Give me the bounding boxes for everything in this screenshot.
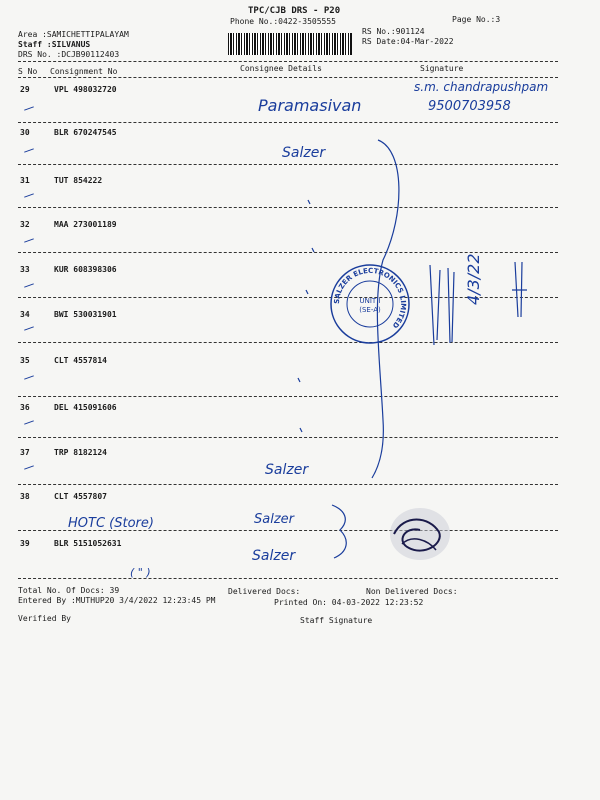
- entered-by: Entered By :MUTHUP20 3/4/2022 12:23:45 PM: [18, 596, 216, 605]
- row-sno: 35: [20, 356, 30, 365]
- row-consignment: DEL 415091606: [54, 403, 117, 412]
- ditto-marks: [298, 200, 314, 432]
- handwritten-signatory-name: s.m. chandrapushpam: [414, 80, 549, 94]
- handwritten-salzer: Salzer: [265, 462, 309, 478]
- staff-label: Staff :SILVANUS: [18, 40, 91, 49]
- row-sno: 37: [20, 448, 30, 457]
- row-consignment: CLT 4557807: [54, 492, 107, 501]
- stamp-inner-line1: UNIT I: [359, 297, 381, 305]
- verified-by: Verified By: [18, 614, 71, 623]
- document-title: TPC/CJB DRS - P20: [248, 6, 341, 16]
- row-consignment: CLT 4557814: [54, 356, 107, 365]
- row-consignment: VPL 498032720: [54, 85, 117, 94]
- printed-on: Printed On: 04-03-2022 12:23:52: [274, 598, 424, 607]
- row-sno: 36: [20, 403, 30, 412]
- stamp-inner-line2: (SE-A): [359, 306, 381, 314]
- column-consignee: Consignee Details: [240, 64, 322, 73]
- vertical-scribble: [430, 265, 454, 345]
- handwritten-phone: 9500703958: [428, 99, 511, 114]
- total-docs: Total No. Of Docs: 39: [18, 586, 120, 595]
- brace-stroke: [332, 505, 346, 558]
- row-sno: 39: [20, 539, 30, 548]
- handwritten-salzer: Salzer: [282, 145, 326, 161]
- rs-date: RS Date:04-Mar-2022: [362, 37, 454, 46]
- non-delivered-docs: Non Delivered Docs:: [366, 587, 458, 596]
- row-sno: 31: [20, 176, 30, 185]
- row-sno: 29: [20, 85, 30, 94]
- row-consignment: MAA 273001189: [54, 220, 117, 229]
- handwritten-salzer: Salzer: [252, 548, 296, 564]
- handwritten-ditto: ( " ): [130, 566, 151, 579]
- handwritten-recipient: Paramasivan: [258, 96, 362, 115]
- row-consignment: BLR 5151052631: [54, 539, 122, 548]
- stamp-outer-text: SALZER ELECTRONICS LIMITED: [332, 266, 408, 330]
- rs-number: RS No.:901124: [362, 27, 425, 36]
- handwritten-date: 4/3/22: [464, 253, 483, 305]
- row-consignment: TRP 8182124: [54, 448, 107, 457]
- row-sno: 30: [20, 128, 30, 137]
- page-number: Page No.:3: [452, 15, 501, 24]
- handwritten-salzer: Salzer: [254, 512, 294, 527]
- row-consignment: TUT 854222: [54, 176, 103, 185]
- receipt-stamp: [384, 504, 456, 564]
- row-sno: 33: [20, 265, 30, 274]
- column-sno: S No: [18, 67, 38, 76]
- staff-signature: Staff Signature: [300, 616, 373, 625]
- column-signature: Signature: [420, 64, 464, 73]
- row-consignment: BLR 670247545: [54, 128, 117, 137]
- row-sno: 32: [20, 220, 30, 229]
- row-sno: 38: [20, 492, 30, 501]
- column-consignment: Consignment No: [50, 67, 118, 76]
- phone-number: Phone No.:0422-3505555: [230, 17, 336, 26]
- delivered-docs: Delivered Docs:: [228, 587, 301, 596]
- vertical-scribble: [512, 262, 527, 317]
- row-consignment: KUR 608398306: [54, 265, 117, 274]
- area-label: Area :SAMICHETTIPALAYAM: [18, 30, 129, 39]
- row-consignment: BWI 530031901: [54, 310, 117, 319]
- drs-number: DRS No. :DCJB90112403: [18, 50, 120, 59]
- handwritten-hotc-store: HOTC (Store): [68, 516, 154, 531]
- row-sno: 34: [20, 310, 30, 319]
- company-stamp: [328, 262, 412, 346]
